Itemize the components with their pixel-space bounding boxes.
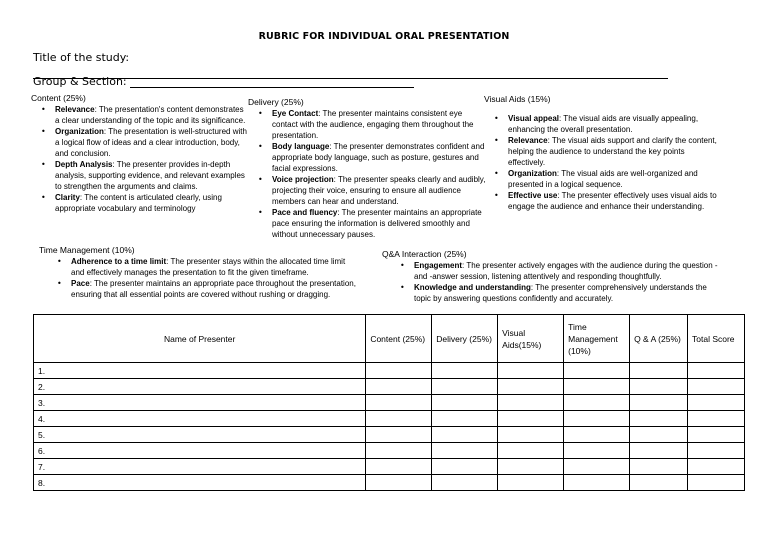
score-cell[interactable]	[564, 363, 630, 379]
delivery-criterion	[248, 174, 488, 207]
group-section-field[interactable]	[33, 75, 414, 88]
score-cell[interactable]	[564, 411, 630, 427]
study-title-label: Title of the study:	[33, 51, 130, 64]
score-cell[interactable]	[498, 427, 564, 443]
time-heading: Time Management (10%)	[39, 245, 135, 255]
delivery-criterion	[248, 207, 488, 240]
score-cell[interactable]	[630, 379, 688, 395]
qa-criterion	[390, 282, 722, 304]
qa-section	[382, 249, 722, 304]
delivery-criterion	[248, 141, 488, 174]
score-cell[interactable]	[688, 443, 745, 459]
score-cell[interactable]	[688, 475, 745, 491]
score-cell[interactable]	[630, 475, 688, 491]
time-section	[39, 245, 356, 300]
visual-criterion-term: Visual appeal	[508, 114, 559, 123]
score-cell[interactable]	[498, 379, 564, 395]
delivery-criterion-term: Voice projection	[272, 175, 334, 184]
content-heading: Content (25%)	[31, 93, 86, 103]
score-cell[interactable]	[432, 363, 498, 379]
visual-criterion	[484, 190, 720, 212]
delivery-criterion-term: Pace and fluency	[272, 208, 338, 217]
table-row	[34, 395, 745, 411]
score-cell[interactable]	[432, 475, 498, 491]
score-cell[interactable]	[564, 459, 630, 475]
time-criterion	[47, 256, 356, 278]
table-row	[34, 475, 745, 491]
delivery-criterion-term: Eye Contact	[272, 109, 319, 118]
table-header: Q & A (25%)	[630, 315, 688, 363]
score-cell[interactable]	[630, 395, 688, 411]
visual-criterion-desc: : The visual aids are well-organized and presented in a logical sequence.	[508, 169, 698, 189]
score-cell[interactable]	[366, 411, 432, 427]
score-cell[interactable]	[630, 459, 688, 475]
score-cell[interactable]	[630, 427, 688, 443]
qa-criterion-term: Knowledge and understanding	[414, 283, 531, 292]
qa-heading: Q&A Interaction (25%)	[382, 249, 467, 259]
score-cell[interactable]	[366, 475, 432, 491]
time-criterion-term: Pace	[71, 279, 90, 288]
score-cell[interactable]	[432, 395, 498, 411]
table-row	[34, 411, 745, 427]
content-criterion-desc: : The content is articulated clearly, using appropriate vocabulary and terminology	[55, 193, 222, 213]
content-criterion	[31, 192, 248, 214]
content-criterion-desc: : The presenter provides in-depth analysis, supporting evidence, and relevant examples to strengthen the arguments and claims.	[55, 160, 245, 191]
score-cell[interactable]	[688, 411, 745, 427]
presenter-name-cell[interactable]: 4.	[34, 411, 366, 427]
table-header: Visual Aids(15%)	[498, 315, 564, 363]
table-row	[34, 379, 745, 395]
visual-criterion-desc: : The visual aids support and clarify the content, helping the audience to understand the key points effectively.	[508, 136, 717, 167]
score-cell[interactable]	[564, 395, 630, 411]
visual-criterion-term: Organization	[508, 169, 557, 178]
time-criterion-desc: : The presenter stays within the allocated time limit and effectively manages the presentation to fit the given timeframe.	[71, 257, 346, 277]
visual-criterion	[484, 113, 720, 135]
delivery-criterion-term: Body language	[272, 142, 330, 151]
score-cell[interactable]	[688, 427, 745, 443]
content-criterion-term: Organization	[55, 127, 104, 136]
presenter-name-cell[interactable]: 5.	[34, 427, 366, 443]
delivery-criterion-desc: : The presenter maintains an appropriate pace ensuring the information is delivered smoothly and without unnecessary pauses.	[272, 208, 482, 239]
visual-criterion	[484, 135, 720, 168]
score-cell[interactable]	[498, 395, 564, 411]
content-criterion-desc: : The presentation's content demonstrates a clear understanding of the topic and its significance.	[55, 105, 246, 125]
table-row	[34, 443, 745, 459]
score-cell[interactable]	[432, 379, 498, 395]
table-header: Delivery (25%)	[432, 315, 498, 363]
score-cell[interactable]	[432, 459, 498, 475]
table-header: Total Score	[688, 315, 745, 363]
table-header: Time Management (10%)	[564, 315, 630, 363]
table-header: Content (25%)	[366, 315, 432, 363]
table-row	[34, 427, 745, 443]
content-criterion-term: Relevance	[55, 105, 95, 114]
content-criterion-term: Depth Analysis	[55, 160, 113, 169]
score-cell[interactable]	[630, 443, 688, 459]
time-criterion	[47, 278, 356, 300]
score-cell[interactable]	[498, 459, 564, 475]
content-criterion	[31, 104, 248, 126]
score-cell[interactable]	[688, 363, 745, 379]
content-criterion	[31, 126, 248, 159]
qa-criterion	[390, 260, 722, 282]
score-cell[interactable]	[498, 475, 564, 491]
content-criterion-desc: : The presentation is well-structured with a logical flow of ideas and a clear introduction, body, and conclusion.	[55, 127, 247, 158]
score-cell[interactable]	[688, 459, 745, 475]
visual-section	[484, 94, 720, 212]
score-cell[interactable]	[564, 427, 630, 443]
score-cell[interactable]	[630, 411, 688, 427]
qa-criterion-desc: : The presenter comprehensively understands the topic by answering questions confidently and accurately.	[414, 283, 707, 303]
group-section-label: Group & Section:	[33, 75, 127, 88]
table-row	[34, 363, 745, 379]
score-cell[interactable]	[564, 379, 630, 395]
content-criterion-term: Clarity	[55, 193, 80, 202]
delivery-criterion-desc: : The presenter maintains consistent eye contact with the audience, engaging them throughout the presentation.	[272, 109, 474, 140]
presenter-name-cell[interactable]: 3.	[34, 395, 366, 411]
delivery-criterion-desc: : The presenter demonstrates confident and appropriate body language, such as posture, gestures and facial expressions.	[272, 142, 485, 173]
score-cell[interactable]	[498, 411, 564, 427]
score-cell[interactable]	[630, 363, 688, 379]
table-header: Name of Presenter	[34, 315, 366, 363]
qa-criterion-term: Engagement	[414, 261, 463, 270]
score-cell[interactable]	[366, 459, 432, 475]
visual-criterion-term: Effective use	[508, 191, 558, 200]
time-criterion-desc: : The presenter maintains an appropriate pace throughout the presentation, ensuring that all essential points are covered without rushing or dragging.	[71, 279, 356, 299]
visual-heading: Visual Aids (15%)	[484, 94, 551, 104]
table-row	[34, 459, 745, 475]
score-cell[interactable]	[366, 443, 432, 459]
visual-criterion	[484, 168, 720, 190]
page-title: RUBRIC FOR INDIVIDUAL ORAL PRESENTATION	[258, 31, 510, 42]
score-table	[33, 314, 745, 491]
content-criterion	[31, 159, 248, 192]
score-cell[interactable]	[366, 379, 432, 395]
visual-criterion-desc: : The visual aids are visually appealing, enhancing the overall presentation.	[508, 114, 699, 134]
score-cell[interactable]	[432, 427, 498, 443]
score-cell[interactable]	[366, 427, 432, 443]
presenter-name-cell[interactable]: 2.	[34, 379, 366, 395]
content-section	[31, 93, 248, 214]
presenter-name-cell[interactable]: 6.	[34, 443, 366, 459]
score-cell[interactable]	[564, 443, 630, 459]
score-cell[interactable]	[432, 411, 498, 427]
visual-criterion-term: Relevance	[508, 136, 548, 145]
presenter-name-cell[interactable]: 7.	[34, 459, 366, 475]
score-cell[interactable]	[498, 363, 564, 379]
score-cell[interactable]	[432, 443, 498, 459]
qa-criterion-desc: : The presenter actively engages with the audience during the question -and -answer session, listening attentively and responding thoughtfully.	[414, 261, 718, 281]
presenter-name-cell[interactable]: 1.	[34, 363, 366, 379]
delivery-heading: Delivery (25%)	[248, 97, 304, 107]
time-criterion-term: Adherence to a time limit	[71, 257, 167, 266]
score-cell[interactable]	[564, 475, 630, 491]
visual-criterion-desc: : The presenter effectively uses visual aids to engage the audience and enhance their understanding.	[508, 191, 717, 211]
score-cell[interactable]	[366, 363, 432, 379]
score-cell[interactable]	[688, 379, 745, 395]
presenter-name-cell[interactable]: 8.	[34, 475, 366, 491]
score-cell[interactable]	[498, 443, 564, 459]
delivery-section	[248, 97, 488, 240]
delivery-criterion-desc: : The presenter speaks clearly and audibly, projecting their voice, ensuring to ensure all audience members can hear and understand.	[272, 175, 486, 206]
score-cell[interactable]	[688, 395, 745, 411]
score-cell[interactable]	[366, 395, 432, 411]
group-section-line	[130, 75, 414, 88]
delivery-criterion	[248, 108, 488, 141]
